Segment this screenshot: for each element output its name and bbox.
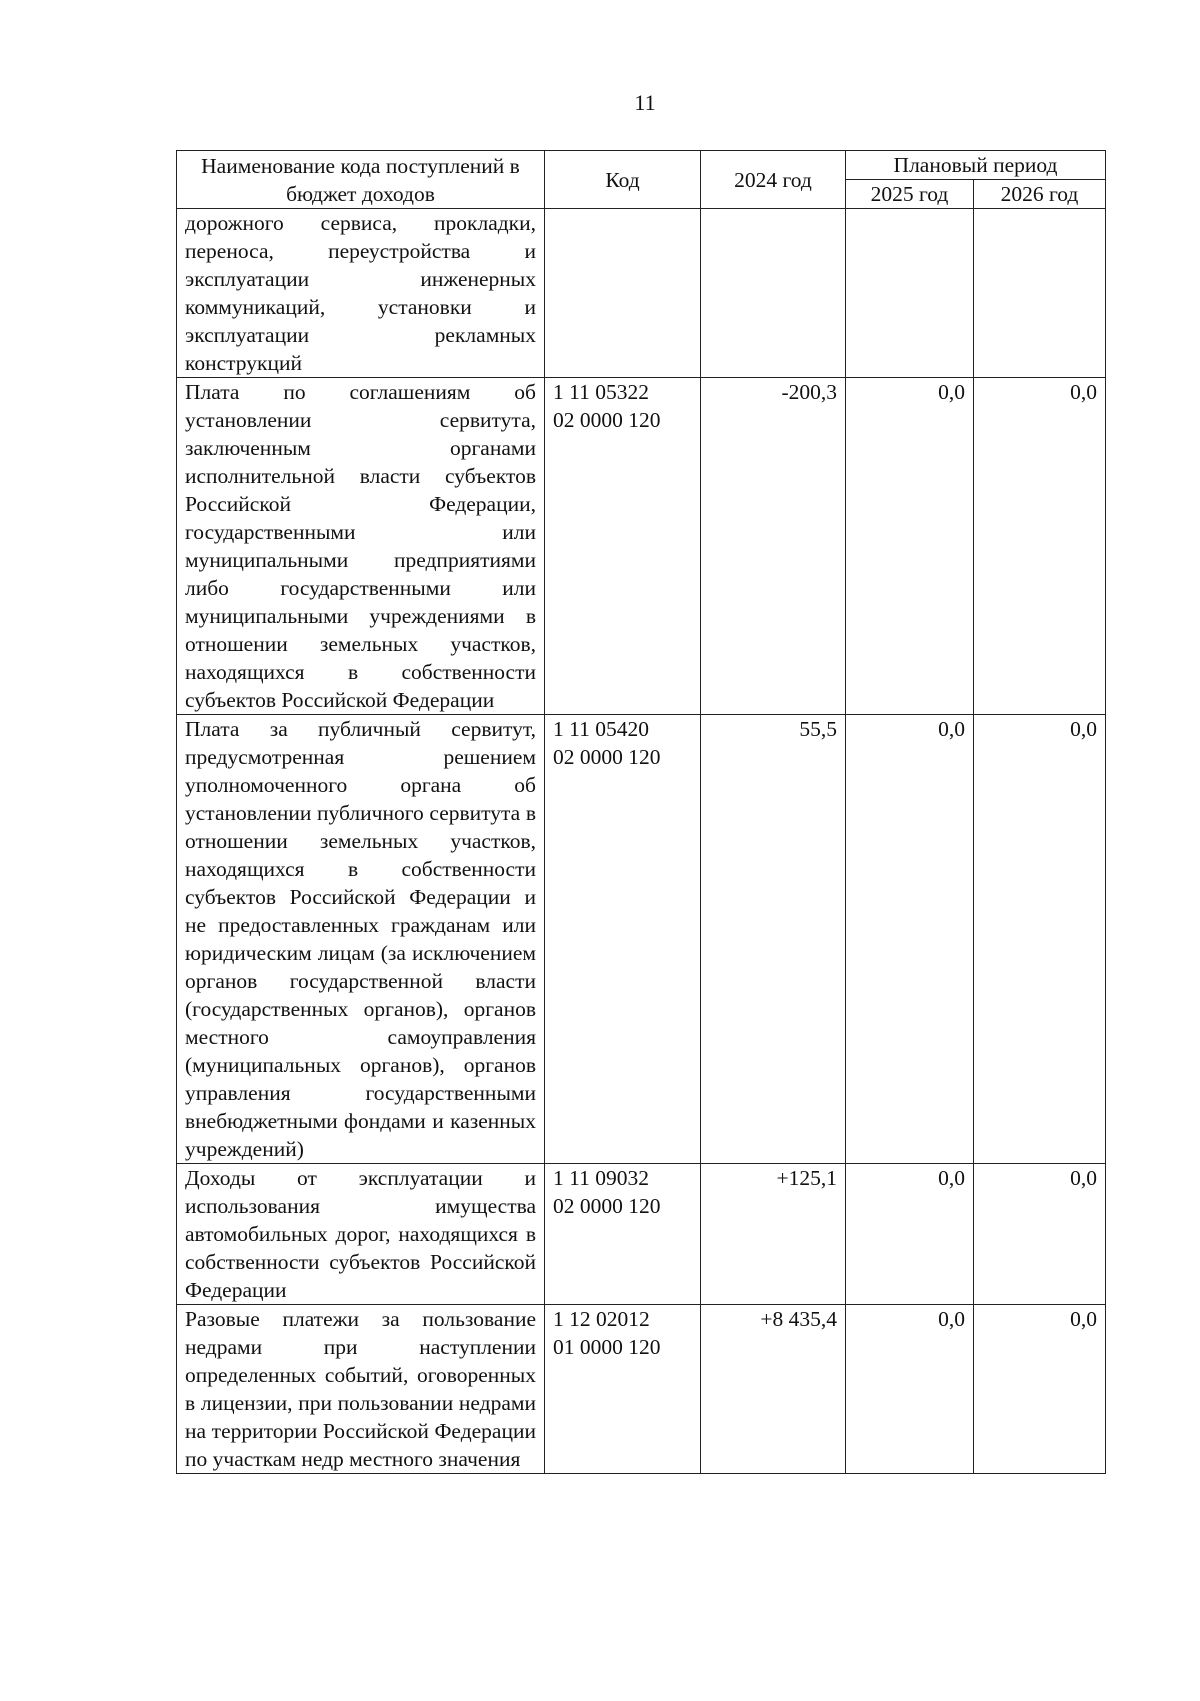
row-2026: 0,0 [974,1164,1106,1305]
table-row [177,715,1106,1164]
revenue-table [176,150,1106,1474]
table-row [177,209,1106,378]
header-code: Код [545,151,701,209]
row-code [545,378,701,715]
header-2024: 2024 год [701,151,846,209]
row-2025: 0,0 [846,715,974,1164]
header-name: Наименование кода поступлений в бюджет доходов [177,151,545,209]
row-2024: -200,3 [701,378,846,715]
row-name: дорожного сервиса, прокладки, переноса, переустройства и эксплуатации инженерных коммуникаций, установки и эксплуатации рекламных конструкций [177,209,545,378]
row-name: Разовые платежи за пользование недрами при наступлении определенных событий, оговоренных в лицензии, при пользовании недрами на территории Российской Федерации по участкам недр местного значения [177,1305,545,1474]
table-row [177,1164,1106,1305]
row-2026: 0,0 [974,378,1106,715]
row-2025: 0,0 [846,1305,974,1474]
code-part-1: 1 11 09032 [553,1166,649,1190]
code-part-1: 1 11 05322 [553,380,649,404]
header-2026: 2026 год [974,180,1106,209]
row-code [545,209,701,378]
row-2026: 0,0 [974,1305,1106,1474]
row-2025: 0,0 [846,1164,974,1305]
row-name: Плата по соглашениям об установлении сервитута, заключенным органами исполнительной власти субъектов Российской Федерации, государственными или муниципальными предприятиями либо государственными или муниципальными учреждениями в отношении земельных участков, находящихся в собственности субъектов Российской Федерации [177,378,545,715]
row-code [545,715,701,1164]
code-part-2: 02 0000 120 [553,1194,661,1218]
header-2025: 2025 год [846,180,974,209]
code-part-2: 02 0000 120 [553,408,661,432]
code-part-2: 02 0000 120 [553,745,661,769]
row-code [545,1305,701,1474]
row-code [545,1164,701,1305]
header-planned-period: Плановый период [846,151,1106,180]
page-number: 11 [634,90,656,115]
row-2025 [846,209,974,378]
row-2024 [701,209,846,378]
code-part-1: 1 11 05420 [553,717,649,741]
table-row [177,378,1106,715]
row-name: Доходы от эксплуатации и использования имущества автомобильных дорог, находящихся в собственности субъектов Российской Федерации [177,1164,545,1305]
code-part-1: 1 12 02012 [553,1307,650,1331]
row-2024: +8 435,4 [701,1305,846,1474]
row-2024: 55,5 [701,715,846,1164]
row-2026: 0,0 [974,715,1106,1164]
code-part-2: 01 0000 120 [553,1335,661,1359]
row-2025: 0,0 [846,378,974,715]
row-2024: +125,1 [701,1164,846,1305]
row-2026 [974,209,1106,378]
table-row [177,1305,1106,1474]
row-name: Плата за публичный сервитут, предусмотренная решением уполномоченного органа об установлении публичного сервитута в отношении земельных участков, находящихся в собственности субъектов Российской Федерации и не предоставленных гражданам или юридическим лицам (за исключением органов государственной власти (государственных органов), органов местного самоуправления (муниципальных органов), органов управления государственными внебюджетными фондами и казенных учреждений) [177,715,545,1164]
